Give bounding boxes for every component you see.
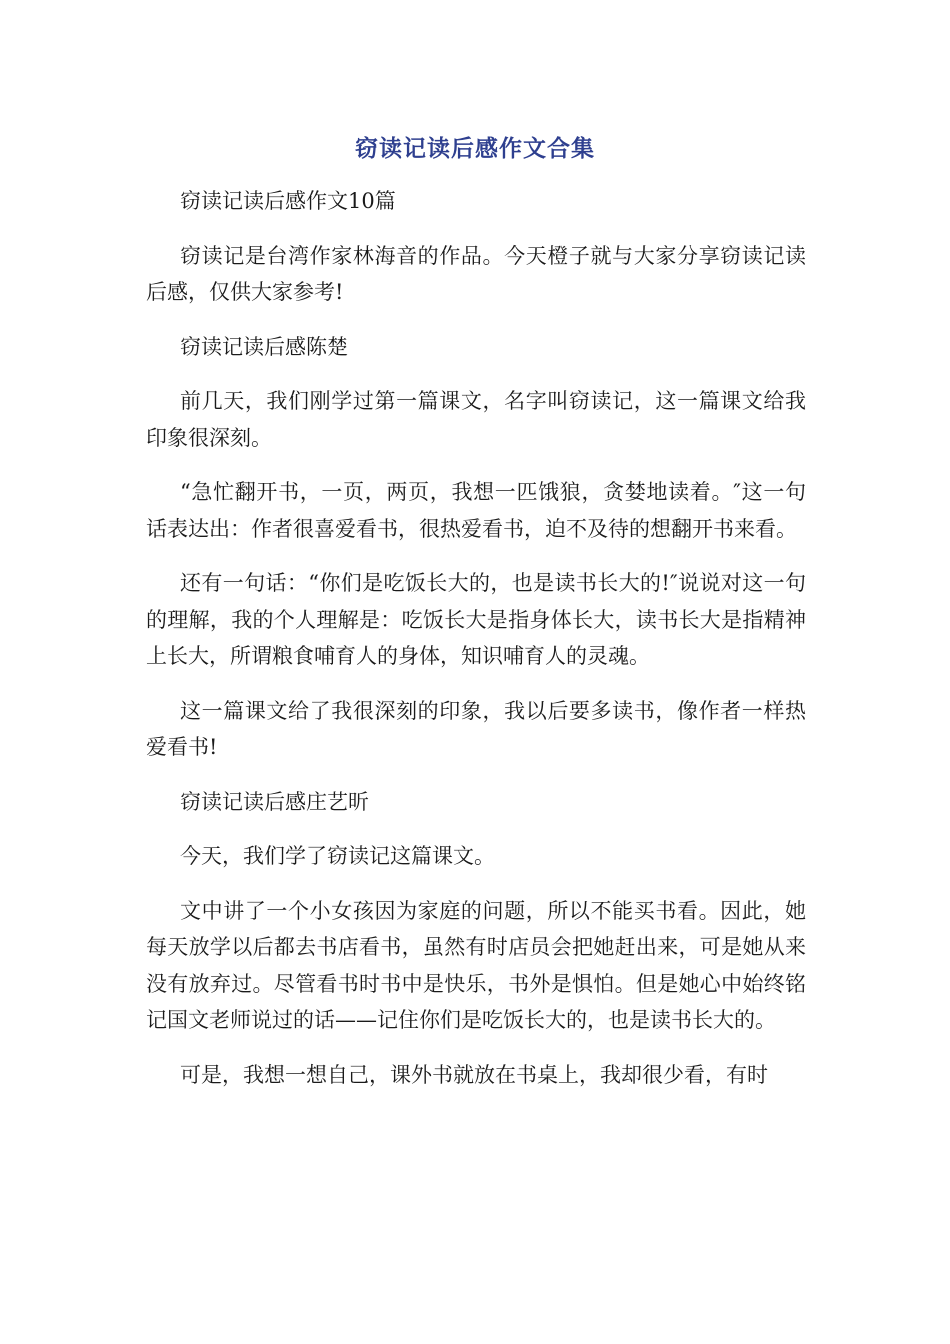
paragraph-heading: 窃读记读后感庄艺昕	[180, 789, 369, 814]
paragraph-heading: 窃读记读后感陈楚	[180, 334, 348, 359]
paragraph: 这一篇课文给了我很深刻的印象，我以后要多读书，像作者一样热爱看书!	[146, 698, 806, 759]
paragraph: 窃读记是台湾作家林海音的作品。今天橙子就与大家分享窃读记读后感，仅供大家参考!	[146, 243, 806, 304]
paragraph: 文中讲了一个小女孩因为家庭的问题，所以不能买书看。因此，她每天放学以后都去书店看书，虽然有时店员会把她赶出来，可是她从来没有放弃过。尽管看书时书中是快乐，书外是惧怕。但是她心中始终铭记国文老师说过的话——记住你们是吃饭长大的，也是读书长大的。	[146, 898, 806, 1032]
paragraph: 还有一句话：“你们是吃饭长大的，也是读书长大的!″说说对这一句的理解，我的个人理解是：吃饭长大是指身体长大，读书长大是指精神上长大，所谓粮食哺育人的身体，知识哺育人的灵魂。	[146, 571, 806, 668]
paragraph: 今天，我们学了窃读记这篇课文。	[180, 844, 495, 868]
paragraph: “急忙翻开书，一页，两页，我想一匹饿狼，贪婪地读着。″这一句话表达出：作者很喜爱看书，很热爱看书，迫不及待的想翻开书来看。	[146, 480, 806, 541]
paragraph: 可是，我想一想自己，课外书就放在书桌上，我却很少看，有时	[180, 1062, 768, 1087]
paragraph-subtitle: 窃读记读后感作文10篇	[180, 189, 396, 213]
document-title: 窃读记读后感作文合集	[355, 136, 595, 162]
document-body	[146, 183, 806, 1111]
paragraph: 前几天，我们刚学过第一篇课文，名字叫窃读记，这一篇课文给我印象很深刻。	[146, 389, 806, 450]
